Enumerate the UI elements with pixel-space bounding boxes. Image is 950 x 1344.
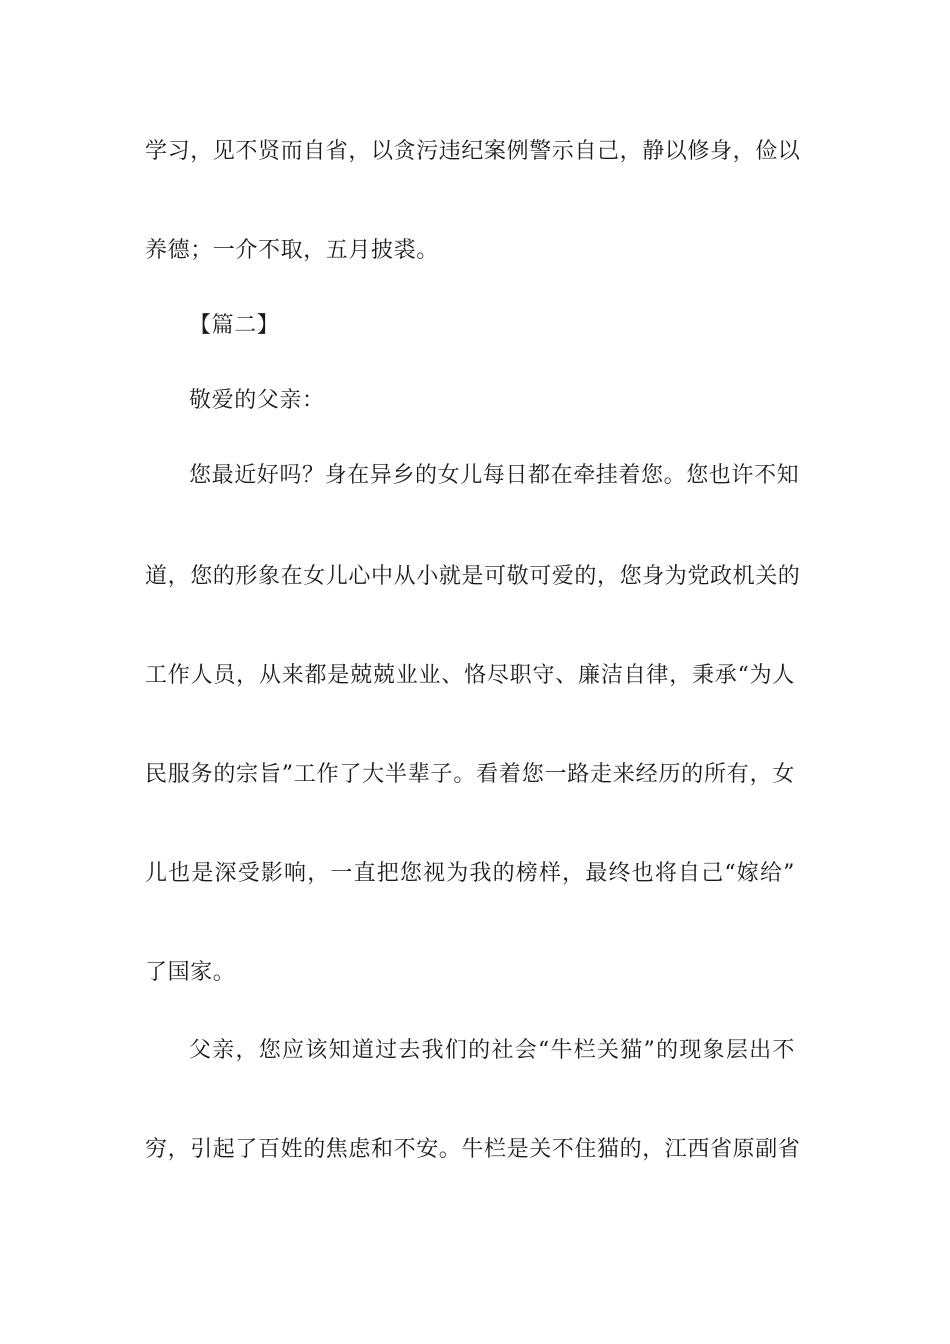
section-heading: 【篇二】 — [189, 313, 280, 338]
salutation: 敬爱的父亲： — [189, 388, 325, 413]
paragraph-line: 父亲，您应该知道过去我们的社会“牛栏关猫”的现象层出不 — [189, 1038, 795, 1063]
paragraph-line: 工作人员，从来都是兢兢业业、恪尽职守、廉洁自律，秉承“为人 — [145, 663, 795, 688]
paragraph-line: 民服务的宗旨”工作了大半辈子。看着您一路走来经历的所有，女 — [145, 762, 795, 787]
paragraph-line: 您最近好吗？身在异乡的女儿每日都在牵挂着您。您也许不知 — [189, 463, 800, 488]
paragraph-line: 了国家。 — [145, 960, 236, 985]
paragraph-line: 道，您的形象在女儿心中从小就是可敬可爱的，您身为党政机关的 — [145, 564, 801, 589]
paragraph-line: 养德；一介不取，五月披裘。 — [145, 238, 439, 263]
paragraph-line: 学习，见不贤而自省，以贪污违纪案例警示自己，静以修身，俭以 — [145, 139, 801, 164]
paragraph-line: 穷，引起了百姓的焦虑和不安。牛栏是关不住猫的，江西省原副省 — [145, 1137, 801, 1162]
paragraph-line: 儿也是深受影响，一直把您视为我的榜样，最终也将自己“嫁给” — [145, 861, 795, 886]
